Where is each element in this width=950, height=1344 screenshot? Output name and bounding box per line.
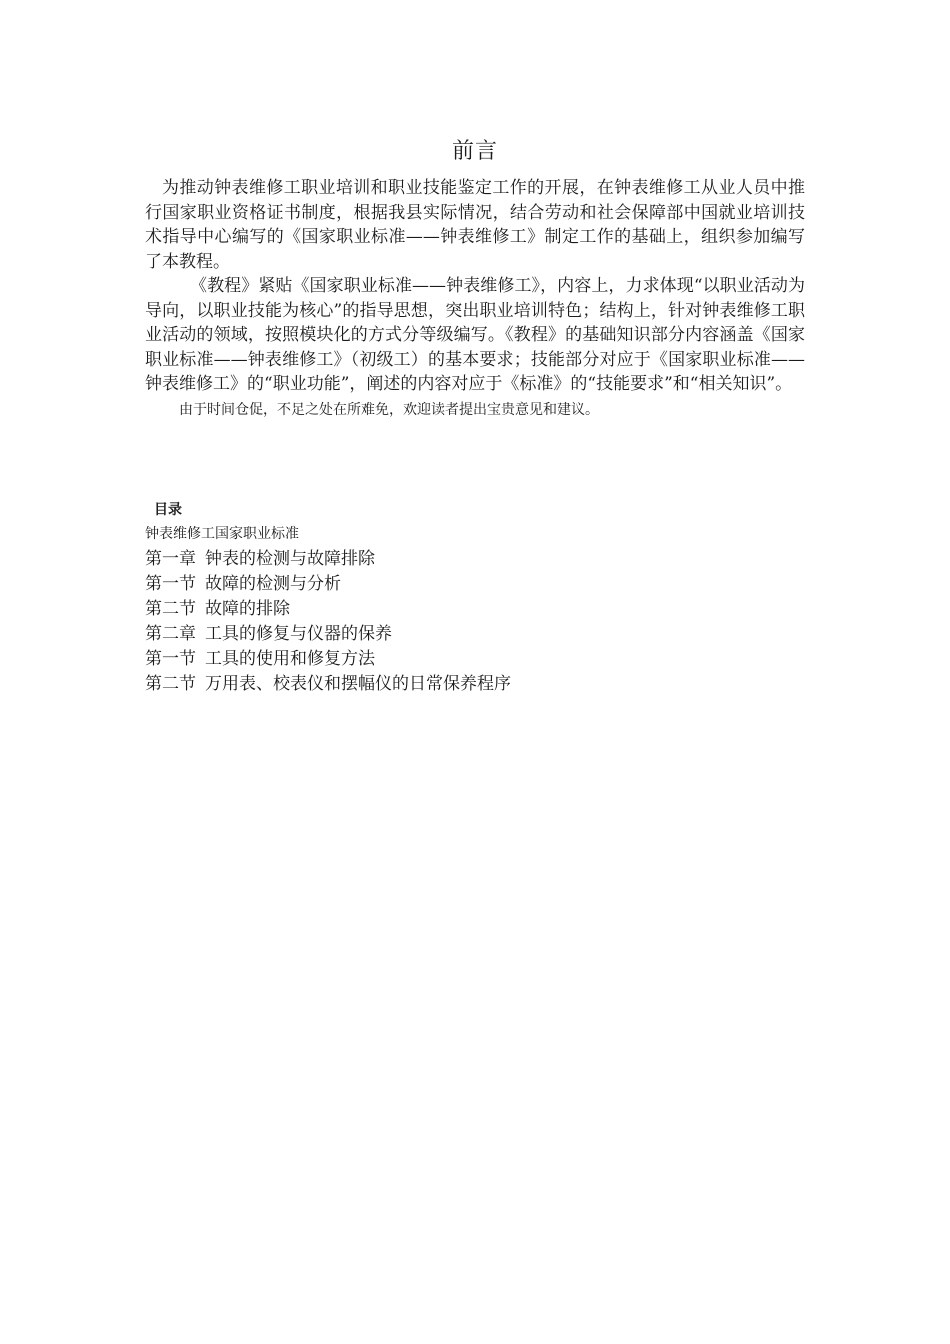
toc-item — [145, 572, 805, 597]
toc-heading: 目录 — [154, 502, 182, 518]
toc-item-text: 故障的检测与分析 — [205, 574, 341, 594]
toc-item-text: 工具的修复与仪器的保养 — [205, 624, 392, 644]
toc-item — [145, 597, 805, 622]
toc-item — [145, 647, 805, 672]
toc-item-text: 工具的使用和修复方法 — [205, 649, 375, 669]
preface-paragraph-1: 为推动钟表维修工职业培训和职业技能鉴定工作的开展，在钟表维修工从业人员中推行国家职业资格证书制度，根据我县实际情况，结合劳动和社会保障部中国就业培训技术指导中心编写的《国家职业标准——钟表维修工》制定工作的基础上，组织参加编写了本教程。 — [145, 178, 805, 272]
preface-section — [145, 176, 805, 421]
toc-item-number: 第二节 — [145, 599, 196, 619]
toc-item — [145, 547, 805, 572]
toc-item — [145, 672, 805, 697]
toc-item-text: 万用表、校表仪和摆幅仪的日常保养程序 — [205, 674, 511, 694]
page-title: 前言 — [451, 139, 498, 164]
toc-item-text: 故障的排除 — [205, 599, 290, 619]
toc-item-number: 第一节 — [145, 649, 196, 669]
toc-item — [145, 622, 805, 647]
toc-item-number: 第一章 — [145, 549, 196, 569]
toc-item-text: 钟表的检测与故障排除 — [205, 549, 375, 569]
toc-item-number: 第一节 — [145, 574, 196, 594]
toc-standard-entry: 钟表维修工国家职业标准 — [145, 526, 299, 542]
table-of-contents — [145, 499, 805, 697]
toc-item-number: 第二节 — [145, 674, 196, 694]
preface-paragraph-2: 《教程》紧贴《国家职业标准——钟表维修工》，内容上，力求体现“以职业活动为导向，以职业技能为核心”的指导思想，突出职业培训特色；结构上，针对钟表维修工职业活动的领域，按照模块化的方式分等级编写。《教程》的基础知识部分内容涵盖《国家职业标准——钟表维修工》（初级工）的基本要求；技能部分对应于《国家职业标准——钟表维修工》的“职业功能”，阐述的内容对应于《标准》的“技能要求”和“相关知识”。 — [145, 276, 805, 394]
toc-item-number: 第二章 — [145, 624, 196, 644]
preface-paragraph-3: 由于时间仓促，不足之处在所难免，欢迎读者提出宝贵意见和建议。 — [179, 401, 599, 418]
